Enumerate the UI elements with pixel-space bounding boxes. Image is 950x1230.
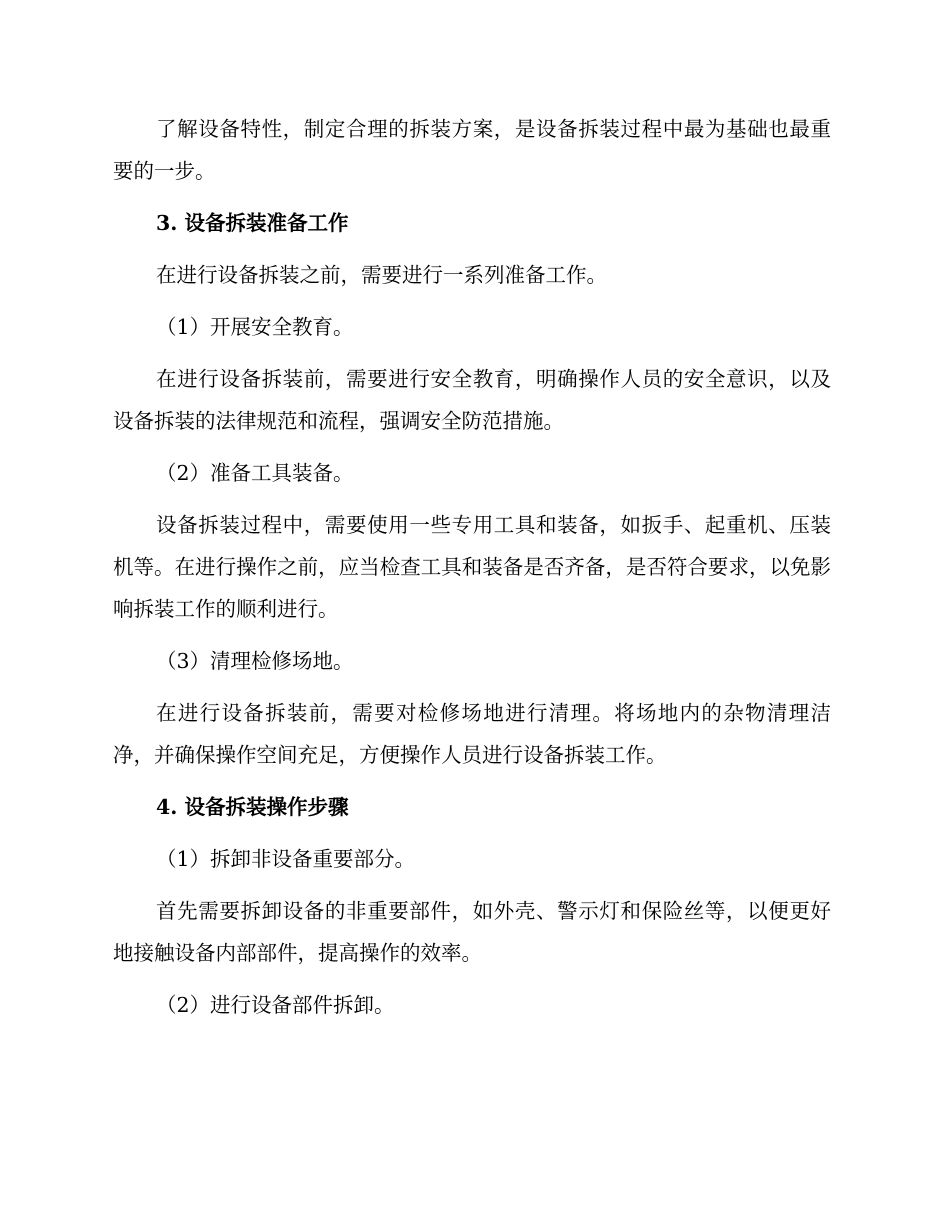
list-item-tools: （2）准备工具装备。: [156, 461, 354, 485]
paragraph-safety-education: 在进行设备拆装前，需要进行安全教育，明确操作人员的安全意识，以及设备拆装的法律规范和流程，强调安全防范措施。: [113, 367, 831, 433]
paragraph-remove-nonessential: 首先需要拆卸设备的非重要部件，如外壳、警示灯和保险丝等，以便更好地接触设备内部部件，提高操作的效率。: [113, 899, 831, 965]
heading-section-3: 3. 设备拆装准备工作: [156, 211, 349, 235]
paragraph-intro: 了解设备特性，制定合理的拆装方案，是设备拆装过程中最为基础也最重要的一步。: [113, 117, 831, 183]
list-item-clean-site: （3）清理检修场地。: [156, 649, 354, 673]
paragraph-clean-site: 在进行设备拆装前，需要对检修场地进行清理。将场地内的杂物清理洁净，并确保操作空间充足，方便操作人员进行设备拆装工作。: [113, 701, 831, 767]
list-item-safety-education: （1）开展安全教育。: [156, 315, 354, 339]
heading-section-4: 4. 设备拆装操作步骤: [156, 795, 349, 819]
paragraph-tools: 设备拆装过程中，需要使用一些专用工具和装备，如扳手、起重机、压装机等。在进行操作之前，应当检查工具和装备是否齐备，是否符合要求，以免影响拆装工作的顺利进行。: [113, 513, 831, 621]
list-item-disassemble-parts: （2）进行设备部件拆卸。: [156, 993, 395, 1017]
paragraph-prep-intro: 在进行设备拆装之前，需要进行一系列准备工作。: [156, 263, 607, 287]
list-item-remove-nonessential: （1）拆卸非设备重要部分。: [156, 847, 416, 871]
document-body: [113, 108, 831, 1026]
